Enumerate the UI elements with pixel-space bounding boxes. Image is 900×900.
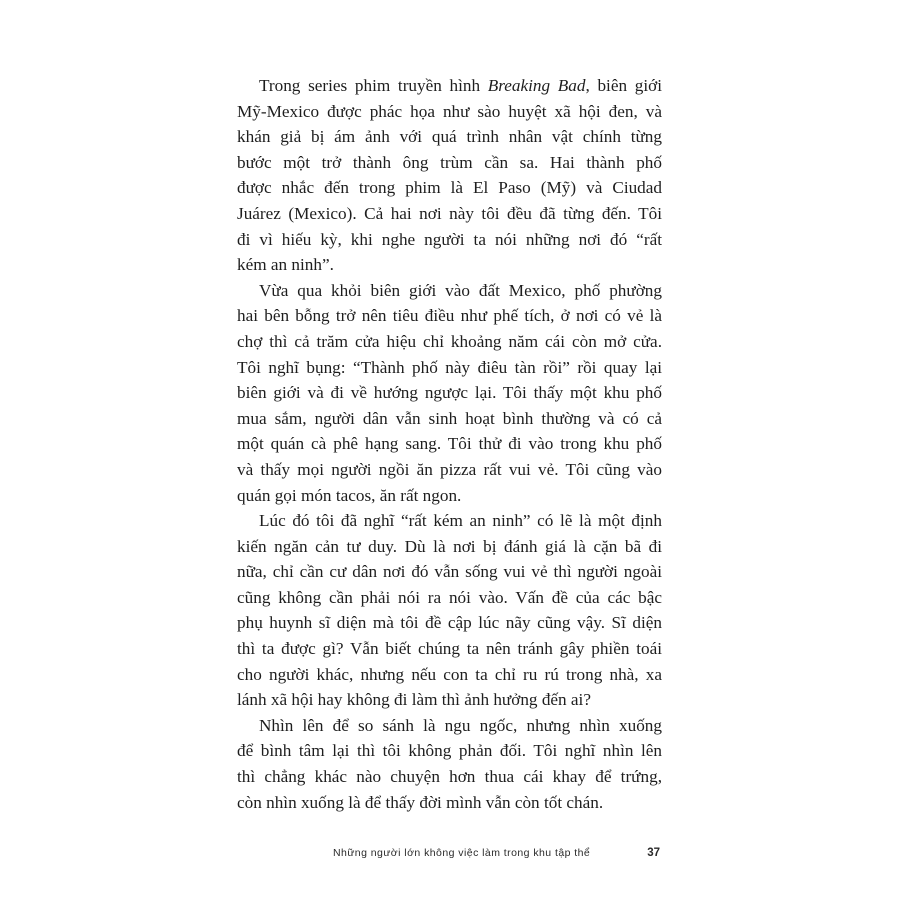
text-line: biên giới và đi về hướng ngược lại. Tôi thấy một khu phố xyxy=(237,383,662,403)
text-line: kiến ngăn cản tư duy. Dù là nơi bị đánh giá là cặn bã đi xyxy=(237,536,662,556)
text-line: và thấy mọi người ngồi ăn pizza rất vui vẻ. Tôi cũng vào xyxy=(237,459,662,479)
text-line: lánh xã hội hay không đi làm thì ảnh hưởng đến ai? xyxy=(237,690,591,710)
text-line: một quán cà phê hạng sang. Tôi thử đi vào trong khu phố xyxy=(237,434,662,454)
text-line: chợ thì cả trăm cửa hiệu chỉ khoảng năm cái còn mở cửa. xyxy=(237,331,662,351)
text-line: Lúc đó tôi đã nghĩ “rất kém an ninh” có lẽ là một định xyxy=(259,511,662,531)
text-line: còn nhìn xuống là để thấy đời mình vẫn còn tốt chán. xyxy=(237,792,604,812)
text-line: khán giả bị ám ảnh với quá trình nhân vật chính từng xyxy=(237,127,662,147)
text-line: hai bên bỗng trở nên tiêu điều như phế tích, ở nơi có vẻ là xyxy=(237,306,662,326)
running-title: Những người lớn không việc làm trong khu tập thể xyxy=(333,847,591,859)
text-line: được nhắc đến trong phim là El Paso (Mỹ) và Ciudad xyxy=(237,178,662,198)
text-line: quán gọi món tacos, ăn rất ngon. xyxy=(237,485,462,505)
text-line: Nhìn lên để so sánh là ngu ngốc, nhưng nhìn xuống xyxy=(259,715,662,735)
paragraph-2 xyxy=(237,278,662,508)
paragraph-1 xyxy=(237,73,662,278)
text-line: nữa, chỉ cần cư dân nơi đó vẫn sống vui vẻ thì người ngoài xyxy=(237,562,662,582)
text-line: bước một trở thành ông trùm cần sa. Hai thành phố xyxy=(237,152,662,172)
text-line: Juárez (Mexico). Cả hai nơi này tôi đều đã từng đến. Tôi xyxy=(237,203,662,223)
text-line: Mỹ-Mexico được phác họa như sào huyệt xã hội đen, và xyxy=(237,101,662,121)
page-number: 37 xyxy=(647,847,660,859)
paragraph-3 xyxy=(237,508,662,713)
text-run: Trong series phim truyền hình xyxy=(259,76,488,95)
body-text xyxy=(237,73,662,815)
paragraph-4 xyxy=(237,713,662,815)
text-line: đi vì hiếu kỳ, khi nghe người ta nói những nơi đó “rất xyxy=(237,229,662,249)
text-line: phụ huynh sĩ diện mà tôi đề cập lúc nãy cũng vậy. Sĩ diện xyxy=(237,613,662,633)
text-line: thì ta được gì? Vẫn biết chúng ta nên tránh gây phiền toái xyxy=(237,639,662,659)
text-line: kém an ninh”. xyxy=(237,255,334,275)
text-line: mua sắm, người dân vẫn sinh hoạt bình thường và có cả xyxy=(237,408,662,428)
text-line: Vừa qua khỏi biên giới vào đất Mexico, phố phường xyxy=(259,280,662,300)
page-footer xyxy=(333,847,660,861)
text-line: Tôi nghĩ bụng: “Thành phố này điêu tàn rồi” rồi quay lại xyxy=(237,357,662,377)
italic-title: Breaking Bad xyxy=(487,76,586,95)
text-line: thì chẳng khác nào chuyện hơn thua cái khay để trứng, xyxy=(237,767,662,787)
text-line xyxy=(237,73,662,99)
text-line: cho người khác, nhưng nếu con ta chỉ ru rú trong nhà, xa xyxy=(237,664,662,684)
text-line: để bình tâm lại thì tôi không phản đối. Tôi nghĩ nhìn lên xyxy=(237,741,662,761)
text-line: cũng không cần phải nói ra nói vào. Vấn đề của các bậc xyxy=(237,587,662,607)
text-run: , biên giới xyxy=(585,76,662,95)
